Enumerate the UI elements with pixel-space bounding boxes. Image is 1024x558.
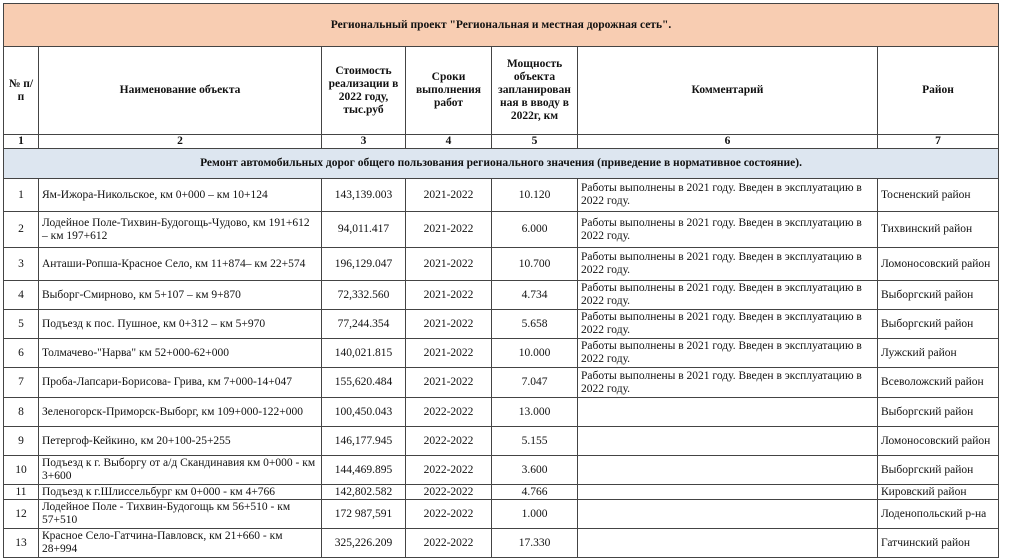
cost-cell: 325,226.209 [322,529,406,558]
object-name-cell: Зеленогорск-Приморск-Выборг, км 109+000-122+000 [39,398,322,427]
column-number: 3 [322,135,406,149]
cost-cell: 140,021.815 [322,339,406,368]
district-cell: Кировский район [878,485,999,500]
period-cell: 2021-2022 [406,212,492,248]
cost-cell: 100,450.043 [322,398,406,427]
capacity-cell: 4.766 [492,485,578,500]
row-number-cell: 12 [4,500,39,529]
period-cell: 2022-2022 [406,529,492,558]
object-name-cell: Подъезд к пос. Пушное, км 0+312 – км 5+970 [39,310,322,339]
comment-cell [578,398,878,427]
comment-cell [578,500,878,529]
district-cell: Ломоносовский район [878,427,999,456]
district-cell: Ломоносовский район [878,248,999,281]
table-row [4,500,999,529]
cost-cell: 72,332.560 [322,281,406,310]
capacity-cell: 5.155 [492,427,578,456]
district-cell: Лужский район [878,339,999,368]
period-cell: 2021-2022 [406,368,492,398]
cost-cell: 143,139.003 [322,179,406,212]
header-object-name: Наименование объекта [39,47,322,135]
cost-cell: 142,802.582 [322,485,406,500]
table-row [4,212,999,248]
table-row [4,310,999,339]
header-comment: Комментарий [578,47,878,135]
capacity-cell: 3.600 [492,456,578,485]
section-title: Ремонт автомобильных дорог общего пользования регионального значения (приведение в нормативное состояние). [4,149,999,179]
table-row [4,248,999,281]
comment-cell: Работы выполнены в 2021 году. Введен в эксплуатацию в 2022 году. [578,248,878,281]
row-number-cell: 10 [4,456,39,485]
column-number: 7 [878,135,999,149]
period-cell: 2021-2022 [406,310,492,339]
capacity-cell: 7.047 [492,368,578,398]
comment-cell [578,485,878,500]
object-name-cell: Выборг-Смирново, км 5+107 – км 9+870 [39,281,322,310]
period-cell: 2022-2022 [406,500,492,529]
district-cell: Гатчинский район [878,529,999,558]
row-number-cell: 4 [4,281,39,310]
district-cell: Всеволожский район [878,368,999,398]
district-cell: Выборгский район [878,281,999,310]
period-cell: 2022-2022 [406,456,492,485]
row-number-cell: 5 [4,310,39,339]
period-cell: 2021-2022 [406,339,492,368]
table-row [4,398,999,427]
comment-cell: Работы выполнены в 2021 году. Введен в эксплуатацию в 2022 году. [578,281,878,310]
period-cell: 2021-2022 [406,248,492,281]
row-number-cell: 8 [4,398,39,427]
cost-cell: 196,129.047 [322,248,406,281]
district-cell: Лоденопольский р-на [878,500,999,529]
comment-cell [578,529,878,558]
district-cell: Тосненский район [878,179,999,212]
cost-cell: 94,011.417 [322,212,406,248]
table-row [4,529,999,558]
project-table [3,3,999,558]
header-cost: Стоимость реализации в 2022 году, тыс.руб [322,47,406,135]
district-cell: Выборгский район [878,398,999,427]
object-name-cell: Петергоф-Кейкино, км 20+100-25+255 [39,427,322,456]
cost-cell: 144,469.895 [322,456,406,485]
column-number: 1 [4,135,39,149]
table-row [4,427,999,456]
cost-cell: 172 987,591 [322,500,406,529]
period-cell: 2022-2022 [406,427,492,456]
period-cell: 2021-2022 [406,281,492,310]
column-number: 5 [492,135,578,149]
capacity-cell: 13.000 [492,398,578,427]
row-number-cell: 2 [4,212,39,248]
header-district: Район [878,47,999,135]
comment-cell: Работы выполнены в 2021 году. Введен в эксплуатацию в 2022 году. [578,339,878,368]
capacity-cell: 5.658 [492,310,578,339]
header-capacity: Мощность объекта запланирован ная в вводу в 2022г, км [492,47,578,135]
comment-cell: Работы выполнены в 2021 году. Введен в эксплуатацию в 2022 году. [578,179,878,212]
object-name-cell: Толмачево-"Нарва" км 52+000-62+000 [39,339,322,368]
period-cell: 2021-2022 [406,179,492,212]
object-name-cell: Подъезд к г. Выборгу от а/д Скандинавия км 0+000 - км 3+600 [39,456,322,485]
table-row [4,485,999,500]
header-number: № п/п [4,47,39,135]
row-number-cell: 7 [4,368,39,398]
table-title: Региональный проект "Региональная и местная дорожная сеть". [4,4,999,47]
table-row [4,339,999,368]
capacity-cell: 1.000 [492,500,578,529]
row-number-cell: 6 [4,339,39,368]
cost-cell: 77,244.354 [322,310,406,339]
district-cell: Выборгский район [878,456,999,485]
period-cell: 2022-2022 [406,398,492,427]
comment-cell: Работы выполнены в 2021 году. Введен в эксплуатацию в 2022 году. [578,368,878,398]
column-number: 4 [406,135,492,149]
column-number: 2 [39,135,322,149]
column-number: 6 [578,135,878,149]
cost-cell: 155,620.484 [322,368,406,398]
district-cell: Выборгский район [878,310,999,339]
capacity-cell: 10.120 [492,179,578,212]
comment-cell: Работы выполнены в 2021 году. Введен в эксплуатацию в 2022 году. [578,212,878,248]
capacity-cell: 10.000 [492,339,578,368]
table-row [4,368,999,398]
period-cell: 2022-2022 [406,485,492,500]
object-name-cell: Проба-Лапсари-Борисова- Грива, км 7+000-14+047 [39,368,322,398]
row-number-cell: 9 [4,427,39,456]
district-cell: Тихвинский район [878,212,999,248]
object-name-cell: Подъезд к г.Шлиссельбург км 0+000 - км 4+766 [39,485,322,500]
capacity-cell: 6.000 [492,212,578,248]
table-row [4,179,999,212]
comment-cell: Работы выполнены в 2021 году. Введен в эксплуатацию в 2022 году. [578,310,878,339]
row-number-cell: 13 [4,529,39,558]
row-number-cell: 3 [4,248,39,281]
object-name-cell: Лодейное Поле - Тихвин-Будогощь км 56+510 - км 57+510 [39,500,322,529]
object-name-cell: Анташи-Ропша-Красное Село, км 11+874– км 22+574 [39,248,322,281]
cost-cell: 146,177.945 [322,427,406,456]
table-row [4,281,999,310]
table-row [4,456,999,485]
object-name-cell: Лодейное Поле-Тихвин-Будогощь-Чудово, км 191+612 – км 197+612 [39,212,322,248]
comment-cell [578,427,878,456]
capacity-cell: 17.330 [492,529,578,558]
object-name-cell: Ям-Ижора-Никольское, км 0+000 – км 10+124 [39,179,322,212]
header-period: Сроки выполнения работ [406,47,492,135]
object-name-cell: Красное Село-Гатчина-Павловск, км 21+660 - км 28+994 [39,529,322,558]
row-number-cell: 11 [4,485,39,500]
capacity-cell: 4.734 [492,281,578,310]
comment-cell [578,456,878,485]
capacity-cell: 10.700 [492,248,578,281]
row-number-cell: 1 [4,179,39,212]
